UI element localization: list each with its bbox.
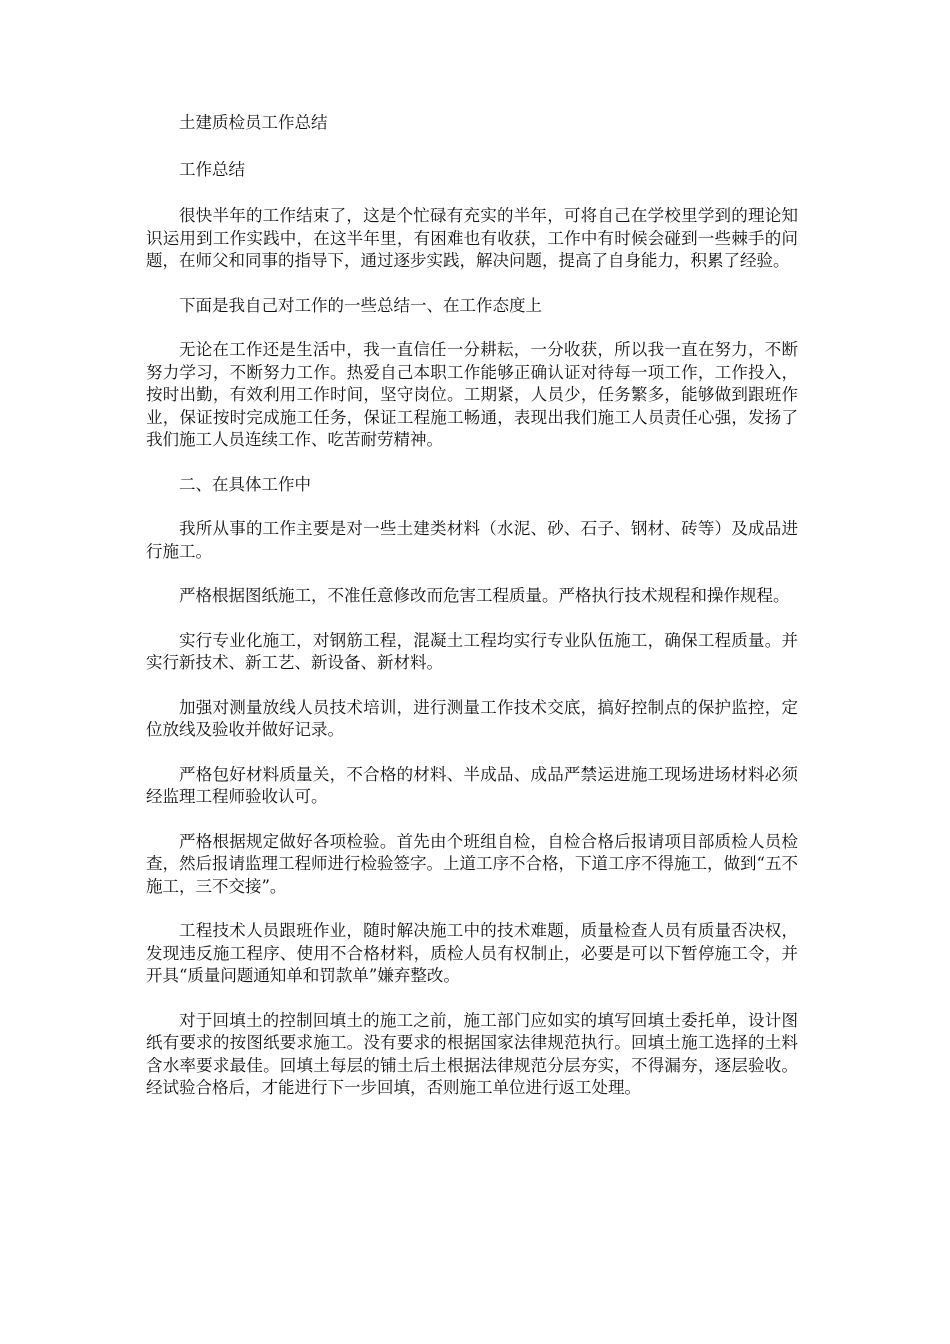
paragraph-technical-staff: 工程技术人员跟班作业，随时解决施工中的技术难题，质量检查人员有质量否决权，发现违反施工程序、使用不合格材料，质检人员有权制止，必要是可以下暂停施工令，并开具“质量问题通知单和罚款单”嫌弃整改。 <box>146 921 798 985</box>
paragraph-attitude: 无论在工作还是生活中，我一直信任一分耕耘，一分收获，所以我一直在努力，不断努力学习，不断努力工作。热爱自己本职工作能够正确认证对待每一项工作，工作投入，按时出勤，有效利用工作时间，坚守岗位。工期紧，人员少，任务繁多，能够做到跟班作业，保证按时完成施工任务，保证工程施工畅通，表现出我们施工人员责任心强，发扬了我们施工人员连续工作、吃苦耐劳精神。 <box>146 340 798 449</box>
paragraph-material-quality: 严格包好材料质量关，不合格的材料、半成品、成品严禁运进施工现场进场材料必须经监理工程师验收认可。 <box>146 764 798 806</box>
section-heading-specific-work: 二、在具体工作中 <box>179 474 311 494</box>
paragraph-inspection: 严格根据规定做好各项检验。首先由个班组自检，自检合格后报请项目部质检人员检查，然后报请监理工程师进行检验签字。上道工序不合格，下道工序不得施工，做到“五不施工，三不交接”。 <box>146 831 798 896</box>
paragraph-surveying: 加强对测量放线人员技术培训，进行测量工作技术交底，搞好控制点的保护监控，定位放线及验收并做好记录。 <box>146 697 798 739</box>
paragraph-intro: 很快半年的工作结束了，这是个忙碌有充实的半年，可将自己在学校里学到的理论知识运用到工作实践中，在这半年里，有困难也有收获，工作中有时候会碰到一些棘手的问题，在师父和同事的指导下，通过逐步实践，解决问题，提高了自身能力，积累了经验。 <box>146 206 798 270</box>
document-page <box>146 112 798 1122</box>
paragraph-specialization: 实行专业化施工，对钢筋工程，混凝土工程均实行专业队伍施工，确保工程质量。并实行新技术、新工艺、新设备、新材料。 <box>146 630 798 672</box>
paragraph-materials: 我所从事的工作主要是对一些土建类材料（水泥、砂、石子、钢材、砖等）及成品进行施工。 <box>146 519 798 561</box>
document-title: 土建质检员工作总结 <box>179 113 328 132</box>
paragraph-backfill: 对于回填土的控制回填土的施工之前，施工部门应如实的填写回填土委托单，设计图纸有要求的按图纸要求施工。没有要求的根据国家法律规范执行。回填土施工选择的土料含水率要求最佳。回填土每层的铺土后土根据法律规范分层夯实，不得漏夯，逐层验收。经试验合格后，才能进行下一步回填，否则施工单位进行返工处理。 <box>146 1010 798 1097</box>
paragraph-summary-heading: 下面是我自己对工作的一些总结一、在工作态度上 <box>179 295 542 315</box>
document-subtitle: 工作总结 <box>179 159 245 179</box>
paragraph-drawings: 严格根据图纸施工，不准任意修改而危害工程质量。严格执行技术规程和操作规程。 <box>179 586 790 605</box>
